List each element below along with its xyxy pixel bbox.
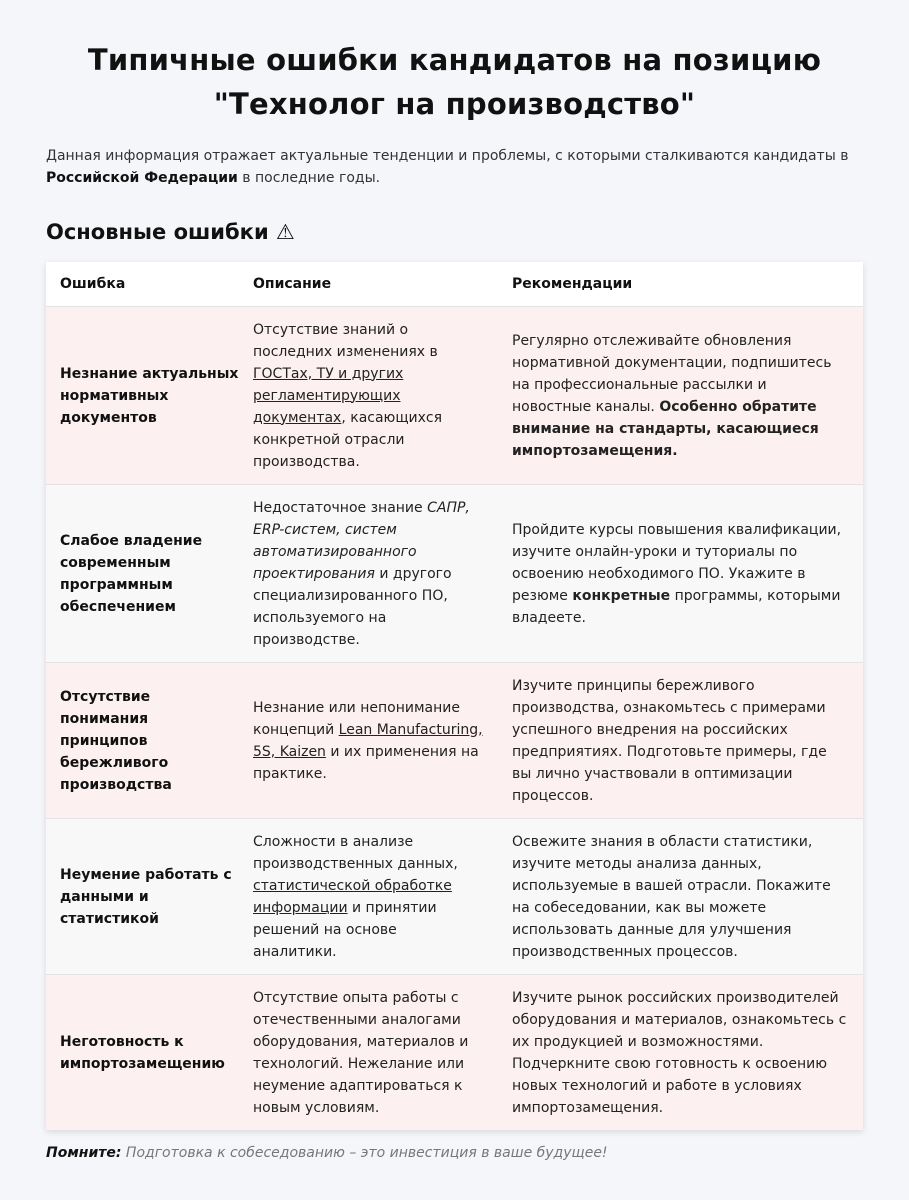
errors-table: [46, 262, 863, 1130]
underlined-link-text: статистической обработке информации: [253, 877, 452, 916]
error-cell: Слабое владение современным программным обеспечением: [60, 532, 203, 615]
error-cell: Неумение работать с данными и статистикой: [60, 866, 232, 927]
header-description: Описание: [253, 276, 332, 292]
table-header-row: [46, 262, 863, 306]
bold-emphasis: конкретные: [572, 587, 671, 604]
error-cell: Отсутствие понимания принципов бережливого производства: [60, 688, 172, 793]
recommendation-cell: Регулярно отслеживайте обновления нормативной документации, подпишитесь на профессиональные рассылки и новостные каналы. Особенно обратите внимание на стандарты, касающиеся импортозамещения.: [512, 332, 832, 459]
page-title: [0, 38, 909, 126]
intro-text-2: в последние годы.: [237, 170, 381, 186]
header-error: Ошибка: [60, 276, 126, 292]
description-cell: Отсутствие опыта работы с отечественными аналогами оборудования, материалов и технологий. Нежелание или неумение адаптироваться к новым условиям.: [253, 989, 469, 1116]
title-line-1: Типичные ошибки кандидатов на позицию: [87, 43, 822, 77]
table-row: [46, 662, 863, 818]
footer-label: Помните:: [46, 1145, 122, 1161]
section-title: Основные ошибки ⚠: [46, 220, 295, 244]
italic-emphasis: САПР, ERP-систем, систем автоматизированного проектирования: [253, 499, 470, 582]
description-cell: Отсутствие знаний о последних изменениях в ГОСТах, ТУ и других регламентирующих документах, касающихся конкретной отрасли производства.: [253, 321, 443, 470]
table-row: [46, 818, 863, 974]
recommendation-cell: Освежите знания в области статистики, изучите методы анализа данных, используемые в вашей отрасли. Покажите на собеседовании, как вы можете использовать данные для улучшения производственных процессов.: [512, 833, 831, 960]
recommendation-cell: Пройдите курсы повышения квалификации, изучите онлайн-уроки и туториалы по освоению необходимого ПО. Укажите в резюме конкретные программы, которыми владеете.: [512, 521, 842, 626]
recommendation-cell: Изучите рынок российских производителей оборудования и материалов, ознакомьтесь с их продукцией и возможностями. Подчеркните свою готовность к освоению новых технологий и работе в условиях импортозамещения.: [512, 989, 847, 1116]
footer-text: Подготовка к собеседованию – это инвестиция в ваше будущее!: [121, 1145, 608, 1161]
title-line-2: "Технолог на производство": [213, 87, 696, 121]
intro-paragraph: [46, 145, 869, 189]
header-recommendations: Рекомендации: [512, 276, 633, 292]
intro-text-1: Данная информация отражает актуальные тенденции и проблемы, с которыми сталкиваются кандидаты в: [46, 148, 849, 164]
table-row: [46, 484, 863, 662]
description-cell: Недостаточное знание САПР, ERP-систем, систем автоматизированного проектирования и другого специализированного ПО, используемого на производстве.: [253, 499, 470, 648]
underlined-link-text: Lean Manufacturing, 5S, Kaizen: [253, 721, 483, 760]
description-cell: Сложности в анализе производственных данных, статистической обработке информации и принятии решений на основе аналитики.: [253, 833, 458, 960]
table-row: [46, 306, 863, 484]
underlined-link-text: ГОСТах, ТУ и других регламентирующих документах: [253, 365, 404, 426]
footer-note: [46, 1145, 608, 1161]
recommendation-cell: Изучите принципы бережливого производства, ознакомьтесь с примерами успешного внедрения на российских предприятиях. Подготовьте примеры, где вы лично участвовали в оптимизации процессов.: [512, 677, 827, 804]
intro-bold: Российской Федерации: [46, 170, 238, 186]
description-cell: Незнание или непонимание концепций Lean Manufacturing, 5S, Kaizen и их применения на практике.: [253, 699, 483, 782]
error-cell: Незнание актуальных нормативных документов: [60, 365, 239, 426]
table-row: [46, 974, 863, 1130]
error-cell: Неготовность к импортозамещению: [60, 1033, 225, 1072]
bold-emphasis: Особенно обратите внимание на стандарты, касающиеся импортозамещения.: [512, 398, 819, 459]
